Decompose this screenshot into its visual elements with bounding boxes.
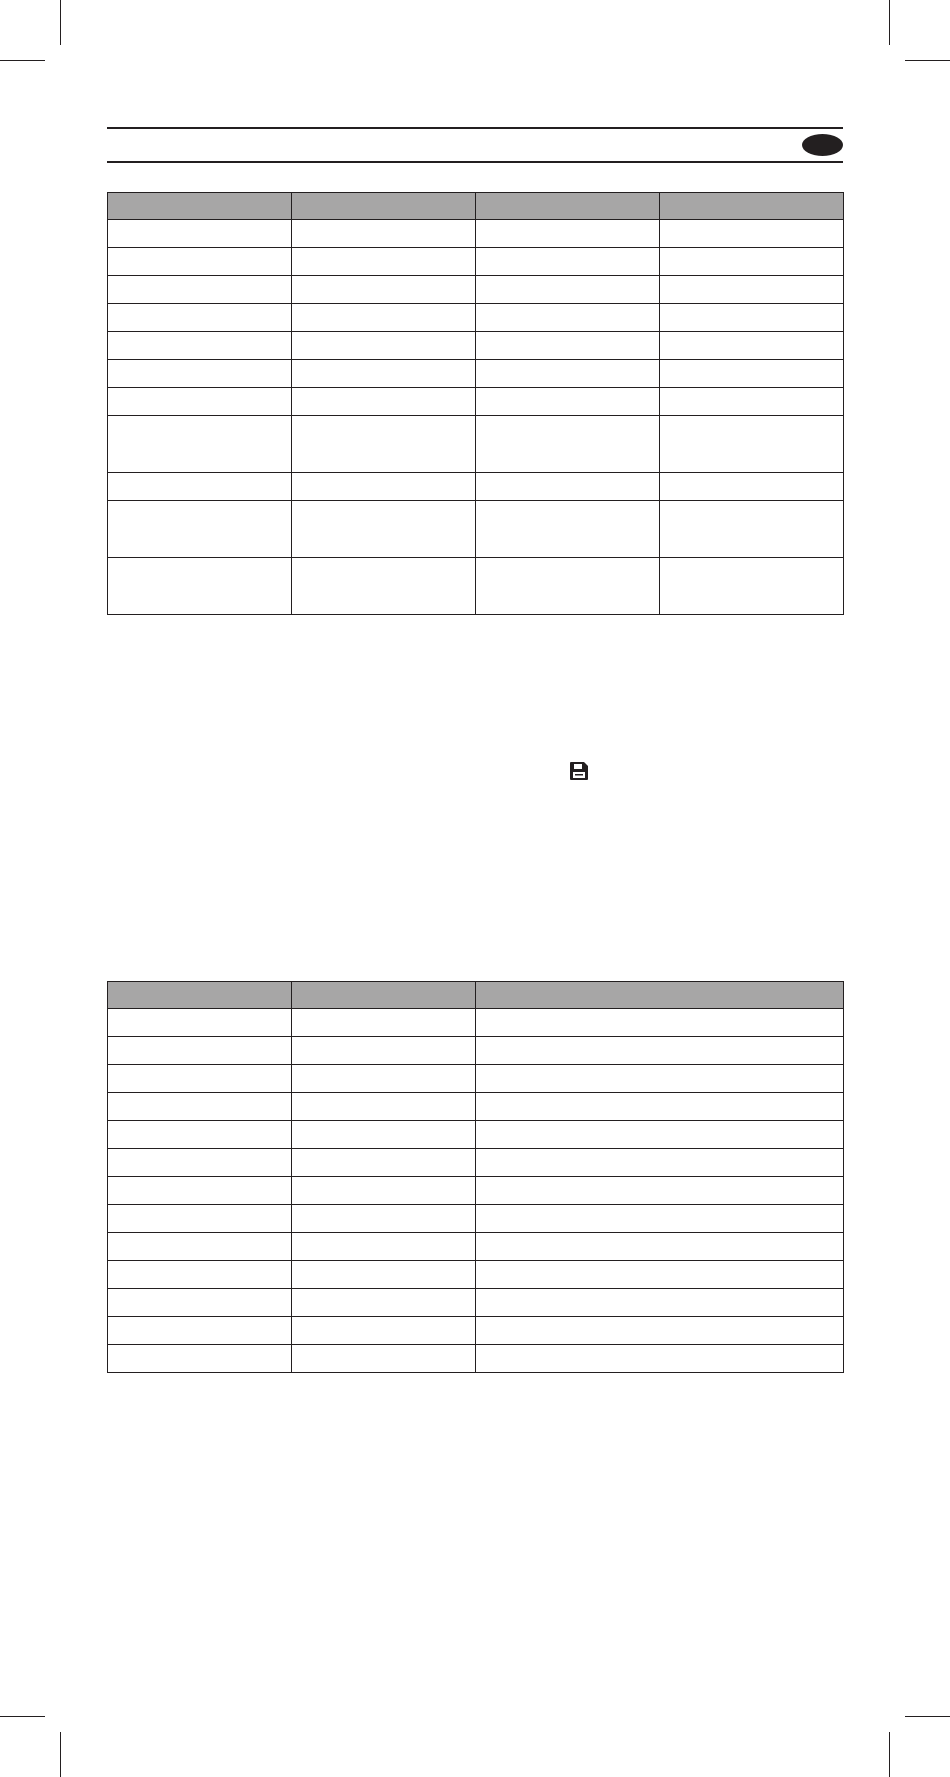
table-cell [476,558,660,615]
crop-mark-bottom-left-horizontal [0,1716,45,1717]
table-cell [660,416,844,473]
table-one [107,192,844,615]
table-row [108,1149,844,1177]
table-one-header-cell [292,193,476,220]
table-cell [476,1177,844,1205]
table-cell [108,1009,292,1037]
header-top-rule [107,127,843,129]
table-row [108,360,844,388]
table-cell [292,1289,476,1317]
table-cell [660,388,844,416]
table-cell [476,332,660,360]
table-cell [108,1261,292,1289]
table-cell [292,1065,476,1093]
table-cell [292,248,476,276]
table-cell [660,473,844,501]
table-cell [476,1121,844,1149]
table-cell [292,1205,476,1233]
table-cell [292,1233,476,1261]
table-row [108,1317,844,1345]
table-cell [108,1065,292,1093]
table-cell [660,332,844,360]
table-cell [476,1037,844,1065]
table-cell [660,220,844,248]
table-cell [292,473,476,501]
table-cell [476,1205,844,1233]
table-cell [476,220,660,248]
table-cell [108,558,292,615]
table-two-header-cell [476,982,844,1009]
table-cell [476,1317,844,1345]
table-cell [108,473,292,501]
table-cell [476,248,660,276]
table-cell [292,1317,476,1345]
table-one-header-row [108,193,844,220]
table-cell [108,416,292,473]
table-cell [660,276,844,304]
table-cell [108,360,292,388]
language-badge [802,134,843,156]
table-cell [660,360,844,388]
table-row [108,1177,844,1205]
table-cell [108,1205,292,1233]
table-cell [476,501,660,558]
table-cell [108,1121,292,1149]
table-cell [476,276,660,304]
table-row [108,1205,844,1233]
table-cell [660,558,844,615]
table-cell [292,501,476,558]
table-row [108,416,844,473]
table-cell [292,1345,476,1373]
table-cell [292,558,476,615]
crop-mark-top-left-horizontal [0,60,45,61]
table-cell [292,304,476,332]
table-row [108,388,844,416]
table-row [108,220,844,248]
table-cell [108,248,292,276]
table-one-header-cell [108,193,292,220]
table-row [108,1037,844,1065]
table-cell [660,501,844,558]
table-cell [292,220,476,248]
table-row [108,1233,844,1261]
table-row [108,1289,844,1317]
table-cell [660,304,844,332]
table-row [108,501,844,558]
crop-mark-top-right-vertical [889,0,890,45]
table-cell [108,1177,292,1205]
crop-mark-bottom-right-horizontal [905,1716,950,1717]
table-cell [292,388,476,416]
table-cell [108,1037,292,1065]
table-row [108,248,844,276]
table-cell [476,304,660,332]
table-cell [292,1149,476,1177]
floppy-disk-icon [568,760,590,782]
table-cell [292,332,476,360]
table-cell [292,1177,476,1205]
table-cell [292,360,476,388]
table-row [108,1261,844,1289]
table-two-header-cell [108,982,292,1009]
header-bottom-rule [107,161,843,163]
table-cell [292,276,476,304]
table-two-header-cell [292,982,476,1009]
table-cell [660,248,844,276]
table-cell [108,388,292,416]
table-row [108,1121,844,1149]
table-cell [476,473,660,501]
table-cell [108,304,292,332]
table-cell [108,276,292,304]
table-cell [292,1261,476,1289]
table-two-header-row [108,982,844,1009]
table-cell [476,416,660,473]
table-cell [108,1345,292,1373]
table-cell [476,1009,844,1037]
table-cell [476,1065,844,1093]
table-row [108,1009,844,1037]
table-cell [292,1009,476,1037]
table-cell [108,220,292,248]
table-row [108,276,844,304]
table-one-header-cell [660,193,844,220]
table-cell [476,1093,844,1121]
table-one-header-cell [476,193,660,220]
table-cell [476,1233,844,1261]
table-cell [476,1261,844,1289]
crop-mark-top-right-horizontal [905,60,950,61]
table-row [108,558,844,615]
table-row [108,473,844,501]
table-cell [476,388,660,416]
table-row [108,304,844,332]
table-two [107,981,844,1373]
table-cell [476,1149,844,1177]
crop-mark-bottom-right-vertical [889,1732,890,1777]
table-row [108,1065,844,1093]
table-cell [108,1317,292,1345]
table-cell [108,1149,292,1177]
table-cell [476,1289,844,1317]
table-cell [108,1289,292,1317]
table-row [108,332,844,360]
crop-mark-top-left-vertical [60,0,61,45]
table-cell [108,501,292,558]
table-cell [292,1093,476,1121]
crop-mark-bottom-left-vertical [60,1732,61,1777]
table-cell [476,360,660,388]
table-cell [108,332,292,360]
table-cell [108,1093,292,1121]
table-cell [292,416,476,473]
table-row [108,1345,844,1373]
table-cell [476,1345,844,1373]
table-row [108,1093,844,1121]
table-cell [292,1121,476,1149]
table-cell [292,1037,476,1065]
table-cell [108,1233,292,1261]
